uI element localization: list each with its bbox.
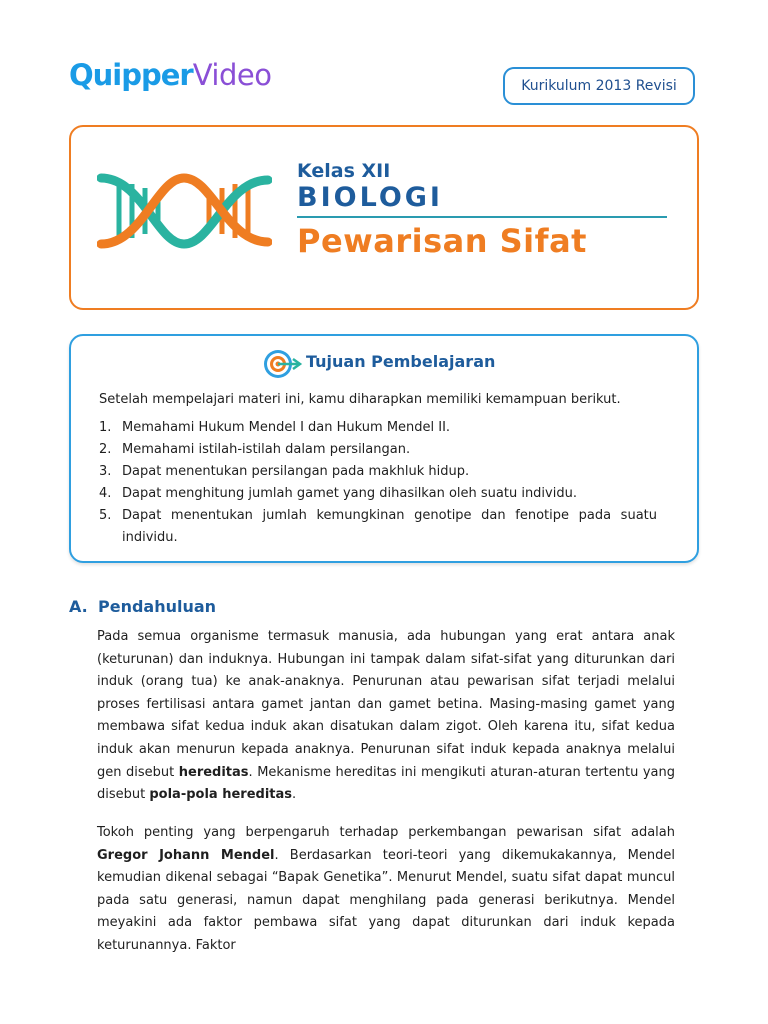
section-title: Pendahuluan [98,597,217,616]
quipper-video-logo [69,58,272,92]
objective-item: 3. Dapat menentukan persilangan pada makhluk hidup. [99,464,470,479]
objectives-intro: Setelah mempelajari materi ini, kamu diharapkan memiliki kemampuan berikut. [99,392,621,407]
logo-video: Video [192,58,272,92]
paragraph-intro: Pada semua organisme termasuk manusia, ada hubungan yang erat antara anak (keturunan) dan induknya. Hubungan ini tampak dalam sifat-sifat yang diturunkan dari induk (orang tua) ke anak-anaknya. Penurunan atau pewarisan sifat terjadi melalui proses fertilisasi antara gamet jantan dan gamet betina. Masing-masing gamet yang membawa sifat kedua induk akan disatukan dalam zigot. Oleh karena itu, sifat kedua induk akan menurun kepada anaknya. Penurunan sifat induk kepada anaknya melalui gen disebut hereditas. Mekanisme hereditas ini mengikuti aturan-aturan tertentu yang disebut pola-pola hereditas. [97,629,675,803]
title-card [69,125,699,310]
objective-item: 1. Memahami Hukum Mendel I dan Hukum Mendel II. [99,420,451,435]
dna-icon [97,170,272,252]
section-letter: A. [69,597,88,616]
divider [297,216,667,218]
logo-quipper: Quipper [69,58,193,92]
learning-objectives-box [69,334,699,563]
grade-label: Kelas XII [297,160,391,182]
objective-item: 5. Dapat menentukan jumlah kemungkinan genotipe dan fenotipe pada suatu individu. [99,508,657,545]
objectives-title: Tujuan Pembelajaran [306,352,496,371]
curriculum-badge: Kurikulum 2013 Revisi [503,67,695,105]
objective-item: 4. Dapat menghitung jumlah gamet yang dihasilkan oleh suatu individu. [99,486,577,501]
subject-label: BIOLOGI [297,182,443,213]
section-heading [69,597,216,616]
objectives-list [99,417,657,549]
objective-item: 2. Memahami istilah-istilah dalam persilangan. [99,442,411,457]
target-icon [263,348,303,380]
paragraph-mendel: Tokoh penting yang berpengaruh terhadap perkembangan pewarisan sifat adalah Gregor Johann Mendel. Berdasarkan teori-teori yang dikemukakannya, Mendel kemudian dikenal sebagai “Bapak Genetika”. Menurut Mendel, suatu sifat dapat muncul pada satu generasi, namun dapat menghilang pada generasi berikutnya. Mendel meyakini ada faktor pembawa sifat yang dapat diturunkan dari induk kepada keturunannya. Faktor [97,825,675,953]
topic-title: Pewarisan Sifat [297,222,587,260]
